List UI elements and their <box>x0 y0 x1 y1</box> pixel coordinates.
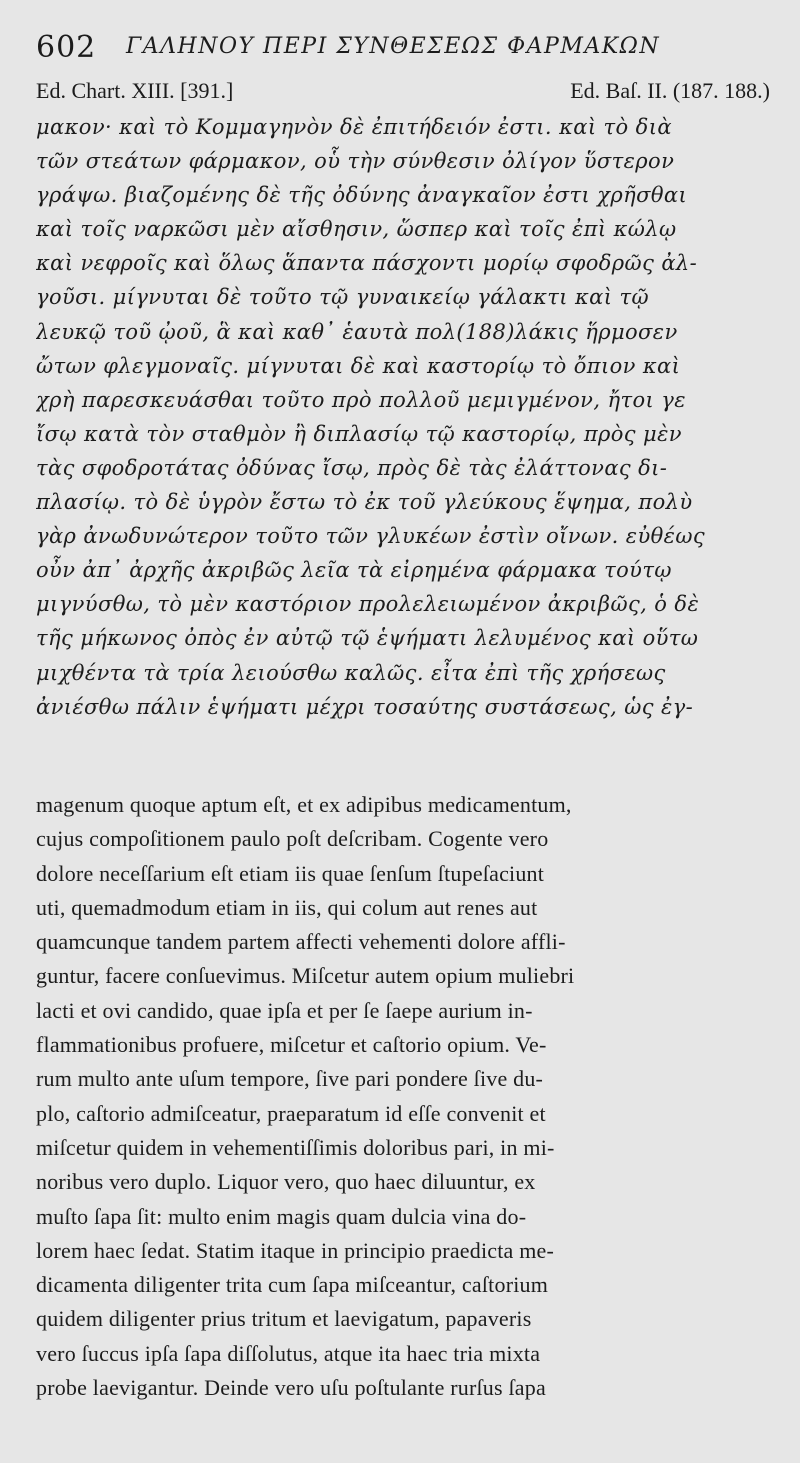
greek-text-line: τῆς μήκωνος ὀπὸς ἐν αὐτῷ τῷ ἑψήματι λελυμένος καὶ οὕτω <box>36 626 699 651</box>
latin-text-line: lorem haec ſedat. Statim itaque in principio praedicta me- <box>36 1237 555 1263</box>
greek-text-line: λευκῷ τοῦ ᾠοῦ, ἃ καὶ καθ᾽ ἑαυτὰ πολ(188)λάκις ἥρμοσεν <box>36 319 678 344</box>
greek-text-line: ἀνιέσθω πάλιν ἑψήματι μέχρι τοσαύτης συστάσεως, ὡς ἐγ- <box>36 694 694 719</box>
greek-text-block <box>36 110 766 724</box>
greek-text-line: ἴσῳ κατὰ τὸν σταθμὸν ἢ διπλασίῳ τῷ καστορίῳ, πρὸς μὲν <box>36 421 682 446</box>
latin-text-line: muſto ſapa ſit: multo enim magis quam dulcia vina do- <box>36 1203 527 1229</box>
latin-text-line: quamcunque tandem partem affecti vehementi dolore affli- <box>36 929 566 955</box>
latin-text-line: plo, caſtorio admiſceatur, praeparatum id eſſe convenit et <box>36 1100 546 1126</box>
page-number: 602 <box>36 30 97 65</box>
greek-text-line: μιχθέντα τὰ τρία λειούσθω καλῶς. εἶτα ἐπὶ τῆς χρήσεως <box>36 660 666 685</box>
latin-text-line: noribus vero duplo. Liquor vero, quo haec diluuntur, ex <box>36 1169 536 1195</box>
greek-text-line: πλασίῳ. τὸ δὲ ὑγρὸν ἔστω τὸ ἐκ τοῦ γλεύκους ἕψημα, πολὺ <box>36 490 693 515</box>
latin-text-line: uti, quemadmodum etiam in iis, qui colum aut renes aut <box>36 894 538 920</box>
latin-text-line: vero ſuccus ipſa ſapa diſſolutus, atque ita haec tria mixta <box>36 1340 541 1366</box>
greek-text-line: τὰς σφοδροτάτας ὀδύνας ἴσῳ, πρὸς δὲ τὰς ἐλάττονας δι- <box>36 455 668 480</box>
edition-basel: Ed. Baſ. II. (187. 188.) <box>570 78 770 103</box>
latin-text-line: cujus compoſitionem paulo poſt deſcribam. Cogente vero <box>36 826 549 852</box>
greek-text-line: γοῦσι. μίγνυται δὲ τοῦτο τῷ γυναικείῳ γάλακτι καὶ τῷ <box>36 285 650 310</box>
greek-text-line: χρὴ παρεσκευάσθαι τοῦτο πρὸ πολλοῦ μεμιγμένον, ἤτοι γε <box>36 387 686 412</box>
edition-reference-line <box>36 78 770 108</box>
latin-text-line: dicamenta diligenter trita cum ſapa miſceantur, caſtorium <box>36 1272 549 1298</box>
latin-text-line: lacti et ovi candido, quae ipſa et per ſe ſaepe aurium in- <box>36 997 533 1023</box>
greek-text-line: καὶ τοῖς ναρκῶσι μὲν αἴσθησιν, ὥσπερ καὶ τοῖς ἐπὶ κώλῳ <box>36 217 677 242</box>
latin-text-line: magenum quoque aptum eſt, et ex adipibus medicamentum, <box>36 792 572 817</box>
latin-text-line: flammationibus profuere, miſcetur et caſtorio opium. Ve- <box>36 1032 547 1058</box>
page-header <box>36 28 766 68</box>
greek-text-line: μιγνύσθω, τὸ μὲν καστόριον προλελειωμένον ἀκριβῶς, ὁ δὲ <box>36 592 700 617</box>
greek-text-line: οὖν ἀπ᾽ ἀρχῆς ἀκριβῶς λεῖα τὰ εἰρημένα φάρμακα τούτῳ <box>36 558 672 583</box>
latin-text-line: dolore neceſſarium eſt etiam iis quae ſenſum ſtupeſaciunt <box>36 860 545 886</box>
latin-text-line: miſcetur quidem in vehementiſſimis doloribus pari, in mi- <box>36 1134 555 1160</box>
running-title: ΓΑΛΗΝΟΥ ΠΕΡΙ ΣΥΝΘΕΣΕΩΣ ΦΑΡΜΑΚΩΝ <box>126 34 661 59</box>
latin-text-block <box>36 788 766 1405</box>
greek-text-line: τῶν στεάτων φάρμακον, οὗ τὴν σύνθεσιν ὀλίγον ὕστερον <box>36 149 675 174</box>
greek-text-line: καὶ νεφροῖς καὶ ὅλως ἅπαντα πάσχοντι μορίῳ σφοδρῶς ἀλ- <box>36 251 698 276</box>
greek-text-line: γράψω. βιαζομένης δὲ τῆς ὀδύνης ἀναγκαῖον ἐστι χρῆσθαι <box>36 183 688 208</box>
edition-chartier: Ed. Chart. XIII. [391.] <box>36 78 234 103</box>
latin-text-line: rum multo ante uſum tempore, ſive pari pondere ſive du- <box>36 1066 544 1092</box>
latin-text-line: quidem diligenter prius tritum et laevigatum, papaveris <box>36 1306 532 1332</box>
greek-text-line: ὤτων φλεγμοναῖς. μίγνυται δὲ καὶ καστορίῳ τὸ ὄπιον καὶ <box>36 353 681 378</box>
greek-text-line: γὰρ ἀνωδυνώτερον τοῦτο τῶν γλυκέων ἐστὶν οἴνων. εὐθέως <box>36 524 706 549</box>
greek-text-line: μακον· καὶ τὸ Κομμαγηνὸν δὲ ἐπιτήδειόν ἐστι. καὶ τὸ διὰ <box>36 115 672 139</box>
latin-text-line: guntur, facere conſuevimus. Miſcetur autem opium muliebri <box>36 963 575 989</box>
latin-text-line: probe laevigantur. Deinde vero uſu poſtulante rurſus ſapa <box>36 1375 546 1401</box>
